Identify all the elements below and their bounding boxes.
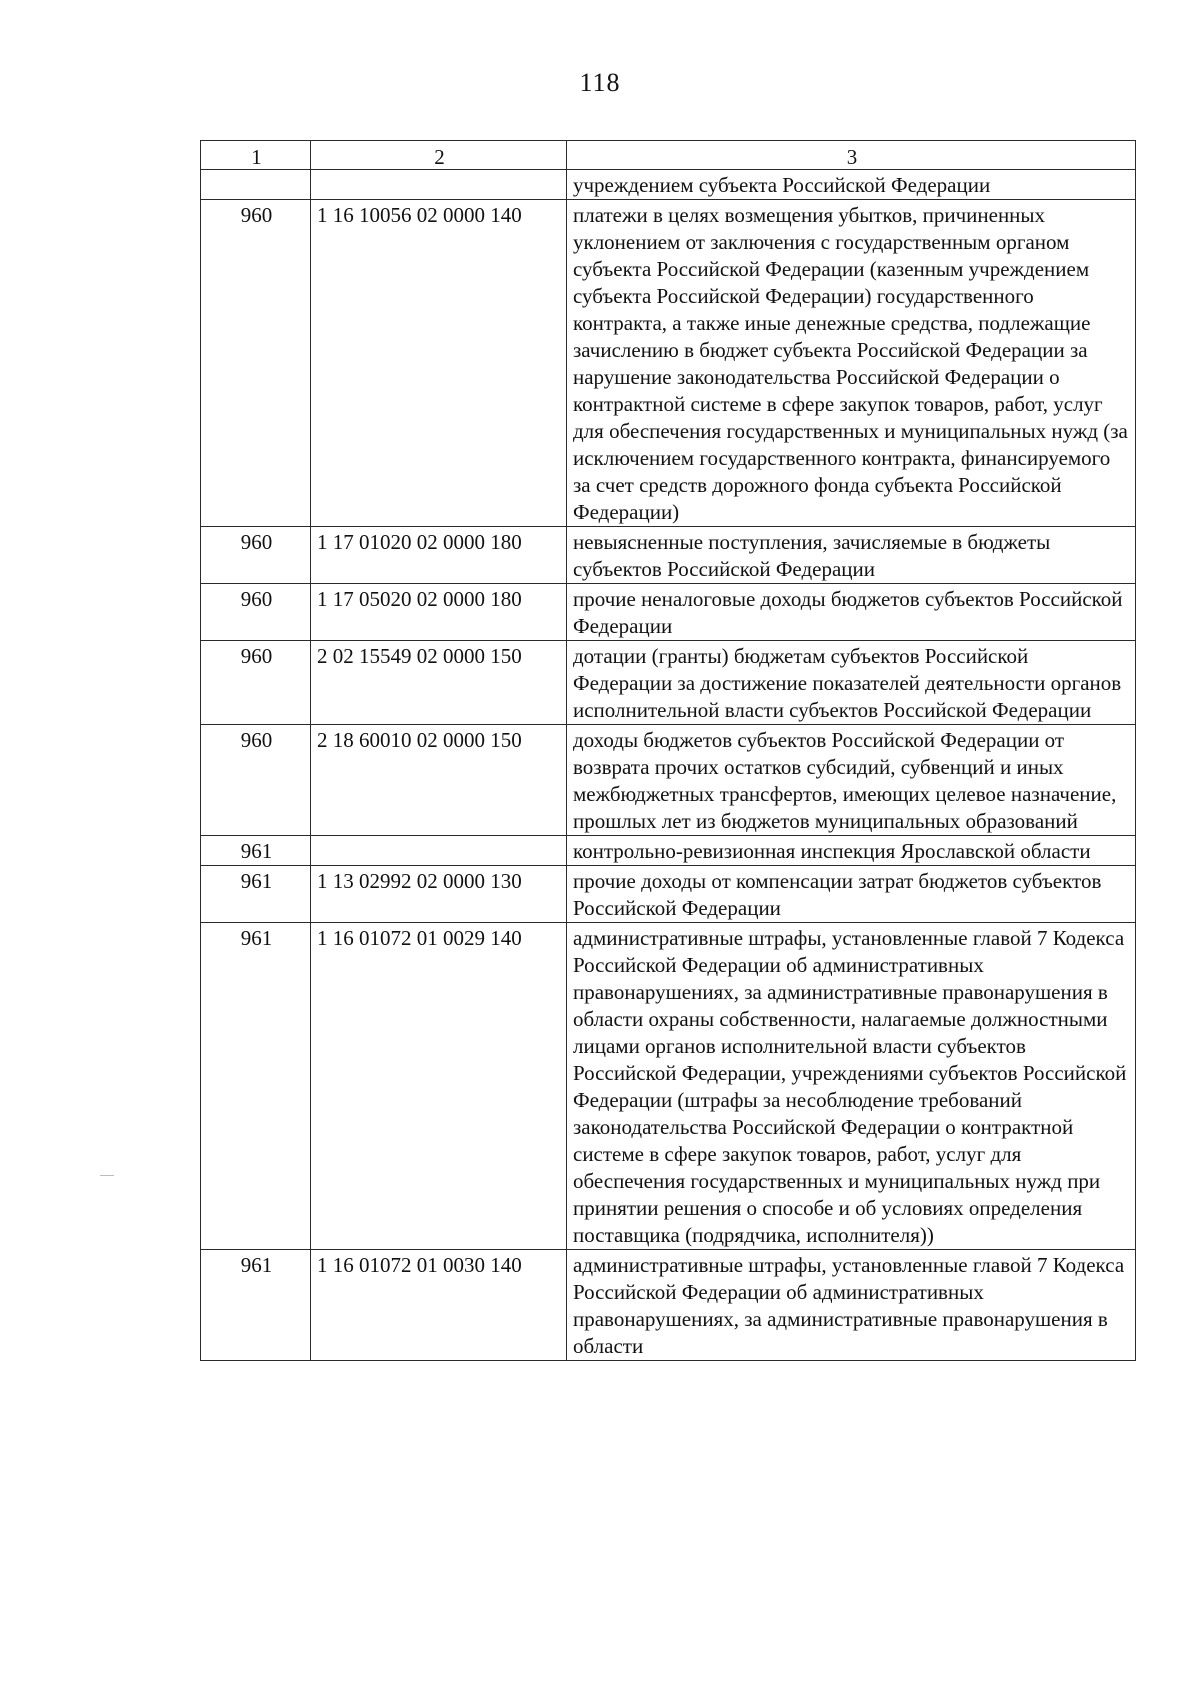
- admin-code-cell: 961: [201, 1250, 311, 1361]
- revenue-name-cell: платежи в целях возмещения убытков, причиненных уклонением от заключения с государственным органом субъекта Российской Федерации (казенным учреждением субъекта Российской Федерации) государственного контракта, а также иные денежные средства, подлежащие зачислению в бюджет субъекта Российской Федерации за нарушение законодательства Российской Федерации о контрактной системе в сфере закупок товаров, работ, услуг для обеспечения государственных и муниципальных нужд (за исключением государственного контракта, финансируемого за счет средств дорожного фонда субъекта Российской Федерации): [567, 200, 1136, 527]
- revenue-code-cell: [311, 836, 567, 866]
- revenue-code-cell: 1 13 02992 02 0000 130: [311, 866, 567, 923]
- revenue-name-cell: доходы бюджетов субъектов Российской Федерации от возврата прочих остатков субсидий, субвенций и иных межбюджетных трансфертов, имеющих целевое назначение, прошлых лет из бюджетов муниципальных образований: [567, 725, 1136, 836]
- revenue-code-cell: 2 18 60010 02 0000 150: [311, 725, 567, 836]
- revenue-codes-table: [200, 140, 1136, 1361]
- revenue-name-cell: дотации (гранты) бюджетам субъектов Российской Федерации за достижение показателей деятельности органов исполнительной власти субъектов Российской Федерации: [567, 641, 1136, 725]
- revenue-name-cell: контрольно-ревизионная инспекция Ярославской области: [567, 836, 1136, 866]
- header-row: [201, 141, 1136, 170]
- revenue-code-cell: [311, 170, 567, 200]
- revenue-code-cell: 1 16 01072 01 0029 140: [311, 923, 567, 1250]
- admin-code-cell: 961: [201, 923, 311, 1250]
- table-row: [201, 725, 1136, 836]
- table-row: [201, 200, 1136, 527]
- scan-artifact-mark: [100, 1175, 114, 1176]
- revenue-code-cell: 2 02 15549 02 0000 150: [311, 641, 567, 725]
- table-row: [201, 1250, 1136, 1361]
- revenue-name-cell: учреждением субъекта Российской Федерации: [567, 170, 1136, 200]
- column-header-code: 2: [311, 141, 567, 170]
- column-header-admin: 1: [201, 141, 311, 170]
- revenue-name-cell: невыясненные поступления, зачисляемые в бюджеты субъектов Российской Федерации: [567, 527, 1136, 584]
- admin-code-cell: 960: [201, 641, 311, 725]
- admin-code-cell: 960: [201, 584, 311, 641]
- admin-code-cell: [201, 170, 311, 200]
- revenue-code-cell: 1 17 05020 02 0000 180: [311, 584, 567, 641]
- revenue-name-cell: прочие неналоговые доходы бюджетов субъектов Российской Федерации: [567, 584, 1136, 641]
- admin-code-cell: 960: [201, 725, 311, 836]
- table-row: [201, 170, 1136, 200]
- page-number: 118: [579, 68, 621, 97]
- table-row: [201, 836, 1136, 866]
- revenue-name-cell: административные штрафы, установленные главой 7 Кодекса Российской Федерации об административных правонарушениях, за административные правонарушения в области: [567, 1250, 1136, 1361]
- revenue-code-cell: 1 16 01072 01 0030 140: [311, 1250, 567, 1361]
- table-row: [201, 866, 1136, 923]
- table-row: [201, 923, 1136, 1250]
- table-row: [201, 584, 1136, 641]
- table-row: [201, 641, 1136, 725]
- revenue-code-cell: 1 16 10056 02 0000 140: [311, 200, 567, 527]
- admin-code-cell: 961: [201, 836, 311, 866]
- revenue-code-cell: 1 17 01020 02 0000 180: [311, 527, 567, 584]
- admin-code-cell: 961: [201, 866, 311, 923]
- column-header-name: 3: [567, 141, 1136, 170]
- table-row: [201, 527, 1136, 584]
- revenue-name-cell: прочие доходы от компенсации затрат бюджетов субъектов Российской Федерации: [567, 866, 1136, 923]
- admin-code-cell: 960: [201, 200, 311, 527]
- revenue-name-cell: административные штрафы, установленные главой 7 Кодекса Российской Федерации об административных правонарушениях, за административные правонарушения в области охраны собственности, налагаемые должностными лицами органов исполнительной власти субъектов Российской Федерации, учреждениями субъектов Российской Федерации (штрафы за несоблюдение требований законодательства Российской Федерации о контрактной системе в сфере закупок товаров, работ, услуг для обеспечения государственных и муниципальных нужд при принятии решения о способе и об условиях определения поставщика (подрядчика, исполнителя)): [567, 923, 1136, 1250]
- admin-code-cell: 960: [201, 527, 311, 584]
